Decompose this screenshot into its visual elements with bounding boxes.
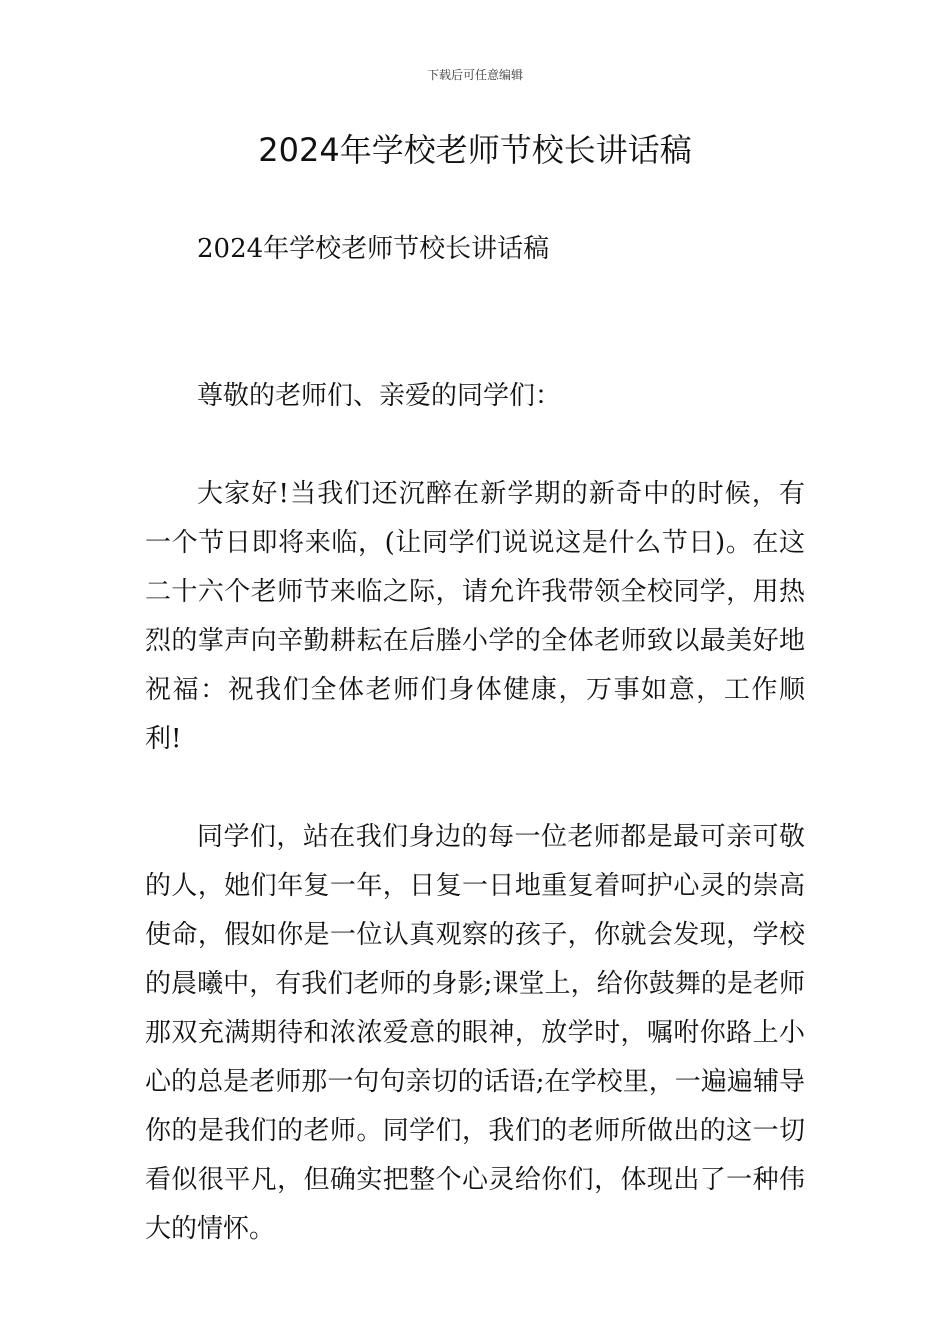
paragraph: 同学们，站在我们身边的每一位老师都是最可亲可敬的人，她们年复一年，日复一日地重复着呵护心灵的崇高使命，假如你是一位认真观察的孩子，你就会发现，学校的晨曦中，有我们老师的身影;课堂上，给你鼓舞的是老师那双充满期待和浓浓爱意的眼神，放学时，嘱咐你路上小心的总是老师那一句句亲切的话语;在学校里，一遍遍辅导你的是我们的老师。同学们，我们的老师所做出的这一切看似很平凡，但确实把整个心灵给你们，体现出了一种伟大的情怀。 bbox=[145, 822, 805, 1244]
document-title: 2024年学校老师节校长讲话稿 bbox=[258, 131, 692, 169]
document-body bbox=[145, 225, 805, 1254]
greeting: 尊敬的老师们、亲爱的同学们： bbox=[197, 381, 562, 411]
header-note: 下载后可任意编辑 bbox=[426, 68, 523, 82]
paragraph: 大家好!当我们还沉醉在新学期的新奇中的时候，有一个节日即将来临，(让同学们说说这是什么节日)。在这二十六个老师节来临之际，请允许我带领全校同学，用热烈的掌声向辛勤耕耘在后塍小学的全体老师致以最美好地祝福：祝我们全体老师们身体健康，万事如意，工作顺利! bbox=[145, 479, 805, 754]
subtitle: 2024年学校老师节校长讲话稿 bbox=[197, 234, 550, 264]
